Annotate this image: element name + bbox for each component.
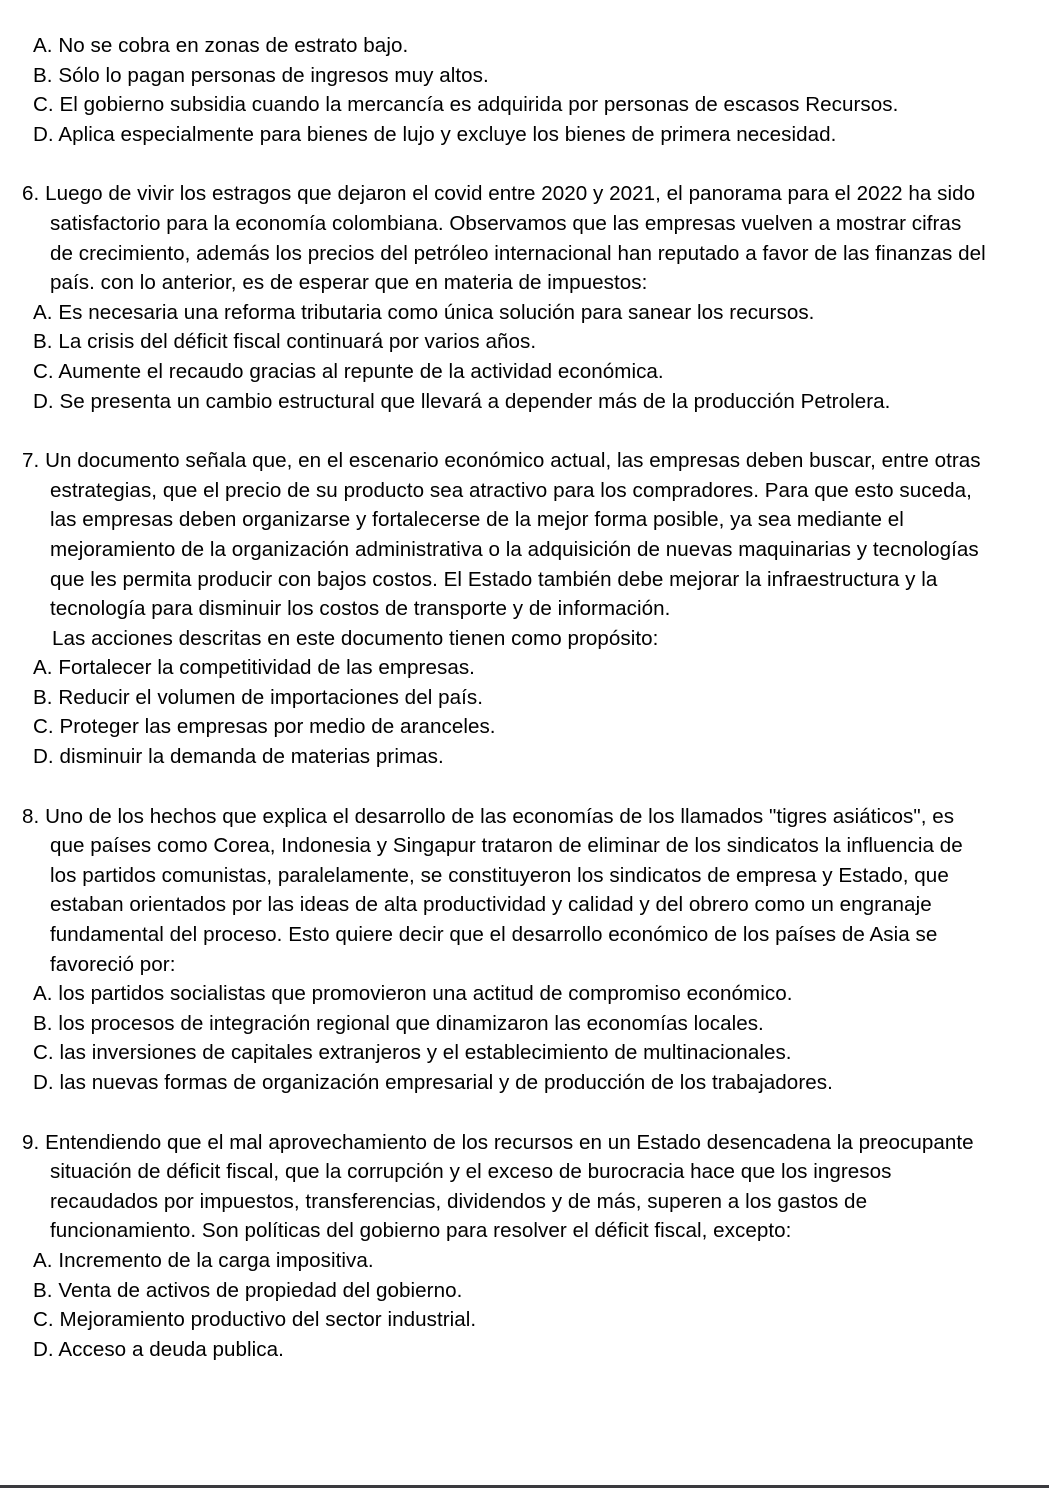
option-text: La crisis del déficit fiscal continuará por varios años. [58,330,537,354]
answer-option[interactable] [22,1038,989,1068]
question-stem-continuation: Las acciones descritas en este documento tienen como propósito: [52,626,659,650]
option-letter: D. [33,1337,54,1361]
continued-options-group [22,31,989,149]
question-stem [22,802,989,980]
option-letter: C. [33,93,54,117]
option-letter: D. [33,1071,54,1094]
question-block [22,802,989,1098]
option-text: las nuevas formas de organización empresarial y de producción de los trabajadores. [59,1071,833,1094]
option-text: Aplica especialmente para bienes de lujo y excluye los bienes de primera necesidad. [58,122,837,146]
option-text: El gobierno subsidia cuando la mercancía es adquirida por personas de escasos Recursos. [59,93,899,117]
option-text: Aumente el recaudo gracias al repunte de la actividad económica. [58,359,664,383]
option-text: Venta de activos de propiedad del gobierno. [58,1278,463,1302]
answer-option[interactable] [22,979,989,1009]
answer-option[interactable] [22,683,989,713]
option-letter: C. [33,715,54,739]
option-text: Acceso a deuda publica. [58,1337,284,1361]
option-letter: B. [33,685,53,709]
question-stem [22,179,989,297]
option-text: disminuir la demanda de materias primas. [59,745,444,769]
answer-option[interactable] [22,712,989,742]
answer-option[interactable] [22,120,989,150]
question-number: 8. [22,804,40,828]
option-letter: D. [33,745,54,769]
option-text: Se presenta un cambio estructural que llevará a depender más de la producción Petrolera. [59,389,891,413]
option-letter: C. [33,359,54,383]
answer-option[interactable] [22,1335,989,1365]
question-text: Un documento señala que, en el escenario económico actual, las empresas deben buscar, entre otras estrategias, que el precio de su producto sea atractivo para los compradores. Para que esto suceda, las empresas deben organizarse y fortalecerse de la mejor forma posible, ya sea mediante el mejoramiento de la organización administrativa o la adquisición de nuevas maquinarias y tecnologías que les permita producir con bajos costos. El Estado también debe mejorar la infraestructura y la tecnología para disminuir los costos de transporte y de información. [45,449,981,621]
answer-option[interactable] [22,742,989,772]
question-number: 9. [22,1130,40,1154]
worksheet-body [22,31,989,1364]
option-letter: A. [33,656,53,680]
answer-options-group [22,298,989,416]
answer-option[interactable] [22,298,989,328]
answer-option[interactable] [22,31,989,61]
answer-option[interactable] [22,1246,989,1276]
option-text: Es necesaria una reforma tributaria como única solución para sanear los recursos. [58,300,815,324]
answer-option[interactable] [22,61,989,91]
question-stem [22,1128,989,1246]
question-number: 6. [22,182,40,206]
answer-option[interactable] [22,387,989,417]
answer-option[interactable] [22,1305,989,1335]
question-block [22,1128,989,1365]
question-block [22,179,989,416]
answer-options-group [22,1246,989,1364]
option-letter: D. [33,389,54,413]
answer-option[interactable] [22,90,989,120]
answer-option[interactable] [22,1276,989,1306]
question-text: Entendiendo que el mal aprovechamiento de los recursos en un Estado desencadena la preocupante situación de déficit fiscal, que la corrupción y el exceso de burocracia hace que los ingresos recaudados por impuestos, transferencias, dividendos y de más, superen a los gastos de funcionamiento. Son políticas del gobierno para resolver el déficit fiscal, excepto: [45,1130,974,1243]
option-text: Fortalecer la competitividad de las empresas. [58,656,475,680]
question-stem [22,446,989,624]
option-letter: D. [33,122,54,146]
option-text: Incremento de la carga impositiva. [58,1248,374,1272]
option-letter: A. [33,982,53,1006]
option-text: las inversiones de capitales extranjeros y el establecimiento de multinacionales. [59,1041,792,1065]
question-text: Luego de vivir los estragos que dejaron el covid entre 2020 y 2021, el panorama para el 2022 ha sido satisfactorio para la economía colombiana. Observamos que las empresas vuelven a mostrar cifras de crecimiento, además los precios del petróleo internacional han reputado a favor de las finanzas del país. con lo anterior, es de esperar que en materia de impuestos: [45,182,986,295]
option-text: Sólo lo pagan personas de ingresos muy altos. [58,63,489,87]
answer-option[interactable] [22,1068,989,1098]
option-text: Proteger las empresas por medio de aranceles. [59,715,496,739]
questions-container [22,179,989,1364]
option-text: los partidos socialistas que promovieron una actitud de compromiso económico. [58,982,793,1006]
question-block [22,446,989,772]
answer-options-group [22,979,989,1097]
option-text: No se cobra en zonas de estrato bajo. [58,34,409,57]
option-text: los procesos de integración regional que dinamizaron las economías locales. [58,1011,764,1035]
answer-options-group [22,653,989,771]
option-letter: B. [33,63,53,87]
option-letter: A. [33,300,53,324]
answer-option[interactable] [22,327,989,357]
answer-option[interactable] [22,357,989,387]
question-text: Uno de los hechos que explica el desarrollo de las economías de los llamados "tigres asiáticos", es que países como Corea, Indonesia y Singapur trataron de eliminar de los sindicatos la influencia de los partidos comunistas, paralelamente, se constituyeron los sindicatos de empresa y Estado, que estaban orientados por las ideas de alta productividad y calidad y del obrero como un engranaje fundamental del proceso. Esto quiere decir que el desarrollo económico de los países de Asia se favoreció por: [45,804,963,976]
answer-option[interactable] [22,1009,989,1039]
option-letter: A. [33,34,53,57]
answer-option[interactable] [22,653,989,683]
option-letter: C. [33,1041,54,1065]
option-letter: B. [33,1011,53,1035]
option-letter: C. [33,1308,54,1332]
option-letter: B. [33,1278,53,1302]
option-letter: B. [33,330,53,354]
option-text: Mejoramiento productivo del sector industrial. [59,1308,477,1332]
option-text: Reducir el volumen de importaciones del país. [58,685,483,709]
option-letter: A. [33,1248,53,1272]
question-number: 7. [22,449,40,473]
